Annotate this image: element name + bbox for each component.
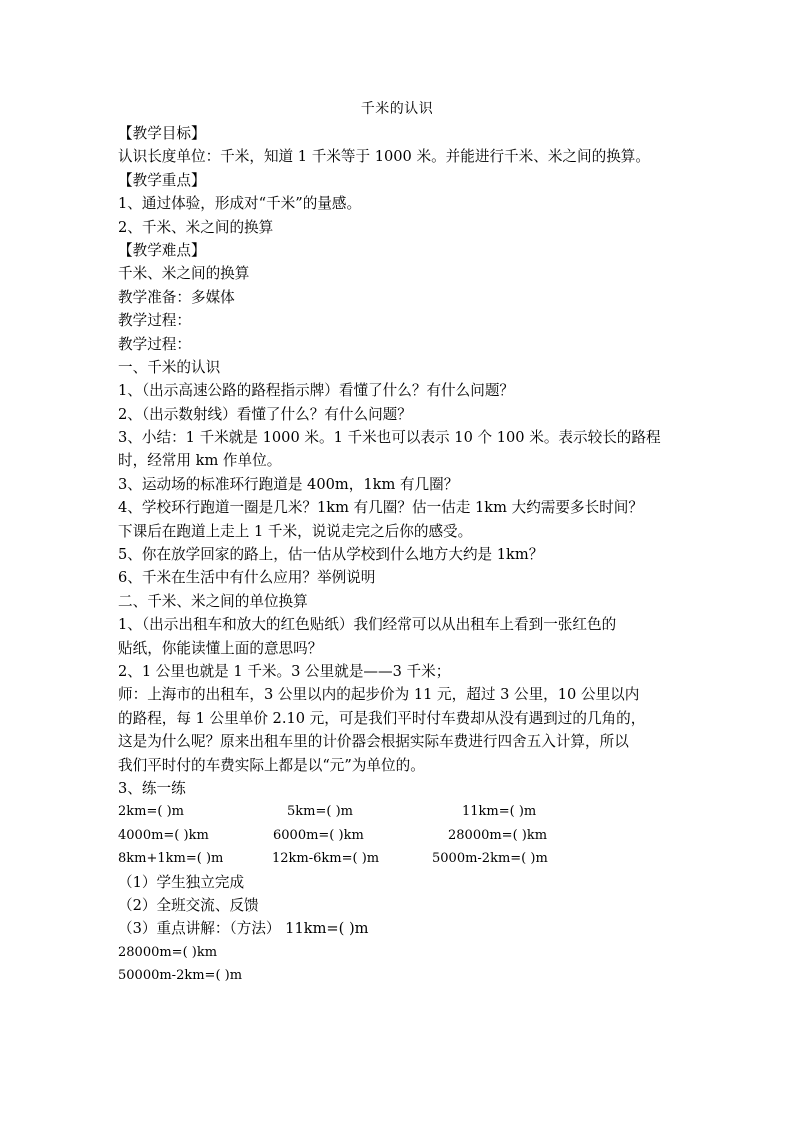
exercise-item: 5km=( )m — [287, 804, 353, 820]
page-title: 千米的认识 — [360, 101, 434, 117]
step-item: （2）全班交流、反馈 — [118, 896, 259, 914]
paragraph-objectives: 认识长度单位：千米，知道 1 千米等于 1000 米。并能进行千米、米之间的换算。 — [118, 148, 650, 166]
exercise-item: 4000m=( )km — [118, 827, 209, 843]
paragraph: 教学过程： — [118, 335, 191, 353]
worked-example — [118, 941, 688, 964]
exercise-item: 50000m-2km=( )m — [118, 968, 243, 984]
list-item-continuation: 贴纸，你能读懂上面的意思吗？ — [118, 639, 323, 657]
document-body — [118, 122, 688, 987]
paragraph: 千米、米之间的换算 — [118, 265, 250, 283]
section-heading-objectives: 【教学目标】 — [118, 125, 206, 142]
exercise-item: 2km=( )m — [118, 804, 184, 820]
exercise-item: 8km+1km=( )m — [118, 851, 224, 867]
paragraph: 教学准备：多媒体 — [118, 288, 235, 306]
list-item-continuation: 时，经常用 km 作单位。 — [118, 452, 282, 470]
exercise-item: 6000m=( )km — [273, 827, 364, 843]
list-item: 3、小结：1 千米就是 1000 米。1 千米也可以表示 10 个 100 米。表示较长的路程 — [118, 429, 661, 447]
paragraph-continuation: 的路程，每 1 公里单价 2.10 元，可是我们平时付车费却从没有遇到过的几角的， — [118, 709, 646, 727]
list-item: 1、通过体验，形成对“千米”的量感。 — [118, 195, 362, 213]
list-item: 5、你在放学回家的路上，估一估从学校到什么地方大约是 1km？ — [118, 546, 544, 564]
list-item: 4、学校环行跑道一圈是几米？1km 有几圈？估一估走 1km 大约需要多长时间？ — [118, 499, 643, 517]
step-item: （1）学生独立完成 — [118, 873, 245, 891]
list-item: 6、千米在生活中有什么应用？举例说明 — [118, 569, 376, 587]
section-heading-key-points: 【教学重点】 — [118, 171, 206, 189]
list-item: 2、1 公里也就是 1 千米。3 公里就是——3 千米； — [118, 662, 451, 680]
section-heading: 一、千米的认识 — [118, 358, 221, 376]
section-heading-difficulties: 【教学难点】 — [118, 241, 206, 259]
list-item: 1、（出示出租车和放大的红色贴纸）我们经常可以从出租车上看到一张红色的 — [118, 616, 617, 634]
list-item: 2、（出示数射线）看懂了什么？有什么问题？ — [118, 405, 412, 423]
exercise-item: 12km-6km=( )m — [272, 851, 380, 867]
exercise-row — [118, 847, 688, 870]
list-item: 3、练一练 — [118, 779, 186, 797]
exercise-item: 28000m=( )km — [448, 827, 548, 843]
list-item: 3、运动场的标准环行跑道是 400m，1km 有几圈？ — [118, 475, 459, 493]
paragraph: 教学过程： — [118, 312, 191, 330]
exercise-item: 28000m=( )km — [118, 944, 218, 960]
paragraph-continuation: 这是为什么呢？原来出租车里的计价器会根据实际车费进行四舍五入计算，所以 — [118, 733, 629, 751]
list-item: 2、千米、米之间的换算 — [118, 218, 274, 236]
paragraph: 师：上海市的出租车，3 公里以内的起步价为 11 元，超过 3 公里，10 公里以内 — [118, 686, 640, 704]
list-item: 1、（出示高速公路的路程指示牌）看懂了什么？有什么问题？ — [118, 382, 515, 400]
exercise-row — [118, 824, 688, 847]
worked-example — [118, 964, 688, 987]
exercise-item: 5000m-2km=( )m — [432, 851, 548, 867]
exercise-item: 11km=( )m — [462, 804, 537, 820]
exercise-row — [118, 800, 688, 823]
paragraph-continuation: 我们平时付的车费实际上都是以“元”为单位的。 — [118, 756, 425, 774]
list-item-continuation: 下课后在跑道上走上 1 千米，说说走完之后你的感受。 — [118, 522, 473, 540]
section-heading: 二、千米、米之间的单位换算 — [118, 592, 308, 610]
step-item: （3）重点讲解：（方法） 11km=( )m — [118, 920, 369, 938]
